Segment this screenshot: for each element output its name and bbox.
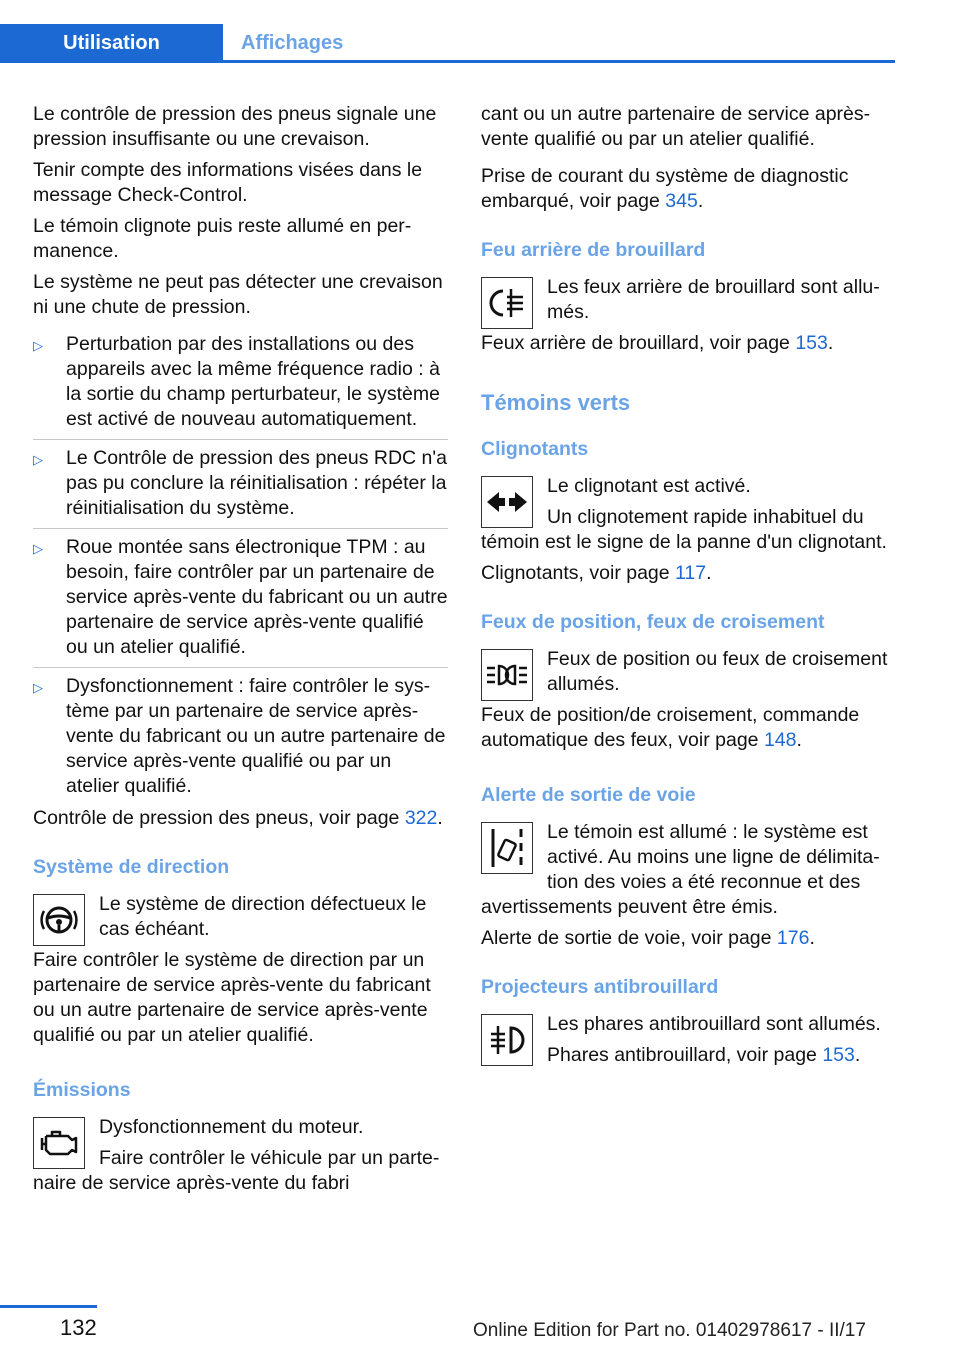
- paragraph: Faire contrôler le véhicule par un partenaire de service après-vente du fabri: [33, 1147, 440, 1194]
- front-fog-block: [481, 1012, 896, 1074]
- section-title: Feux de position, feux de croisement: [481, 611, 825, 633]
- tab-utilisation[interactable]: Utilisation: [0, 24, 223, 62]
- lane-departure-icon: [481, 822, 533, 874]
- paragraph: Faire contrôler le système de direction par un partenaire de service après-vente du fabricant ou un autre partenaire de service après-vente qualifié ou par un atelier qualifié.: [33, 949, 431, 1046]
- section-title: Émissions: [33, 1079, 131, 1101]
- paragraph: Le témoin est allumé : le système est activé. Au moins une ligne de délimitation des voies a été reconnue et des avertissements peuvent être émis.: [481, 821, 880, 918]
- cross-reference: Prise de courant du système de diagnostic embarqué, voir page 345.: [481, 165, 849, 212]
- lights-block: [481, 647, 896, 759]
- list-item-text: Perturbation par des installations ou des appareils avec la même fréquence radio : à la sortie du champ perturbateur, le système est activé de nouveau automatiquement.: [66, 333, 440, 430]
- turn-block: [481, 474, 896, 561]
- paragraph: Tenir compte des informations visées dans le message Check-Control.: [33, 159, 423, 206]
- steering-block: [33, 892, 448, 1054]
- paragraph: cant ou un autre partenaire de service après-vente qualifié ou par un atelier qualifié.: [481, 103, 871, 150]
- page-link[interactable]: 117: [675, 562, 707, 584]
- section-title: Témoins verts: [481, 390, 631, 415]
- rear-fog-icon: [481, 277, 533, 329]
- paragraph: Dysfonctionnement du moteur.: [99, 1116, 364, 1138]
- paragraph: Les feux arrière de brouillard sont allumés.: [547, 276, 880, 323]
- bullet-triangle-icon: ▷: [33, 452, 43, 467]
- low-beam-icon: [481, 649, 533, 701]
- page-header: [0, 0, 895, 64]
- header-rule: [0, 60, 895, 63]
- page-link[interactable]: 322: [404, 807, 438, 829]
- list-item: [33, 668, 448, 806]
- paragraph: Les phares antibrouillard sont allumés.: [547, 1013, 881, 1035]
- section-title: Projecteurs antibrouillard: [481, 976, 719, 998]
- emissions-block: [33, 1115, 448, 1202]
- tab-affichages[interactable]: Affichages: [241, 31, 344, 54]
- cross-reference: Clignotants, voir page 117.: [481, 562, 712, 584]
- paragraph: Le système ne peut pas détecter une crevaison ni une chute de pression.: [33, 271, 443, 318]
- list-item-text: Roue montée sans électronique TPM : au besoin, faire contrôler par un partenaire de service après-vente du fabricant ou un autre partenaire de service après-vente qualifié ou un atelier qualifié.: [66, 536, 448, 658]
- page-link[interactable]: 148: [763, 729, 797, 751]
- list-item: [33, 529, 448, 668]
- lane-block: [481, 820, 896, 926]
- left-column: [33, 102, 448, 1202]
- cross-reference: Phares antibrouillard, voir page 153.: [547, 1044, 861, 1066]
- section-title: Feu arrière de brouillard: [481, 239, 706, 261]
- turn-signal-icon: [481, 476, 533, 528]
- page-link[interactable]: 153: [795, 332, 828, 354]
- list-item: [33, 440, 448, 529]
- front-fog-icon: [481, 1014, 533, 1066]
- paragraph: Le contrôle de pression des pneus signale une pression insuffisante ou une crevaison.: [33, 103, 437, 150]
- page-link[interactable]: 176: [776, 927, 810, 949]
- list-item-text: Le Contrôle de pression des pneus RDC n'a pas pu conclure la réinitialisation : répéter la réinitialisation du système.: [66, 447, 447, 519]
- section-title: Alerte de sortie de voie: [481, 784, 696, 806]
- rear-fog-block: [481, 275, 896, 362]
- right-column: [481, 102, 896, 1074]
- section-title: Clignotants: [481, 438, 589, 460]
- section-title: Système de direction: [33, 856, 230, 878]
- paragraph: Feux de position ou feux de croisement allumés.: [547, 648, 888, 695]
- bullet-triangle-icon: ▷: [33, 680, 43, 695]
- list-item: [33, 326, 448, 440]
- bullet-triangle-icon: ▷: [33, 338, 43, 353]
- edition-footer: Online Edition for Part no. 01402978617 - II/17: [473, 1320, 866, 1341]
- bullet-triangle-icon: ▷: [33, 541, 43, 556]
- page-number-rule: [0, 1305, 97, 1308]
- cross-reference: Feux arrière de brouillard, voir page 153.: [481, 332, 834, 354]
- page-number: 132: [60, 1315, 97, 1340]
- list-item-text: Dysfonctionnement : faire contrôler le système par un partenaire de service après-vente du fabricant ou un autre partenaire de service après-vente qualifié ou par un atelier qualifié.: [66, 675, 446, 797]
- page-link[interactable]: 153: [822, 1044, 855, 1066]
- bullet-list: [33, 326, 448, 806]
- cross-reference: Feux de position/de croisement, commande automatique des feux, voir page 148.: [481, 704, 860, 751]
- page-link[interactable]: 345: [665, 190, 698, 212]
- steering-warning-icon: [33, 894, 85, 946]
- paragraph: Le témoin clignote puis reste allumé en permanence.: [33, 215, 412, 262]
- check-engine-icon: [33, 1117, 85, 1169]
- paragraph: Le clignotant est activé.: [547, 475, 751, 497]
- cross-reference: Contrôle de pression des pneus, voir page 322.: [33, 807, 443, 829]
- paragraph: Le système de direction défectueux le cas échéant.: [99, 893, 427, 940]
- cross-reference: Alerte de sortie de voie, voir page 176.: [481, 927, 815, 949]
- paragraph: Un clignotement rapide inhabituel du témoin est le signe de la panne d'un clignotant.: [481, 506, 887, 553]
